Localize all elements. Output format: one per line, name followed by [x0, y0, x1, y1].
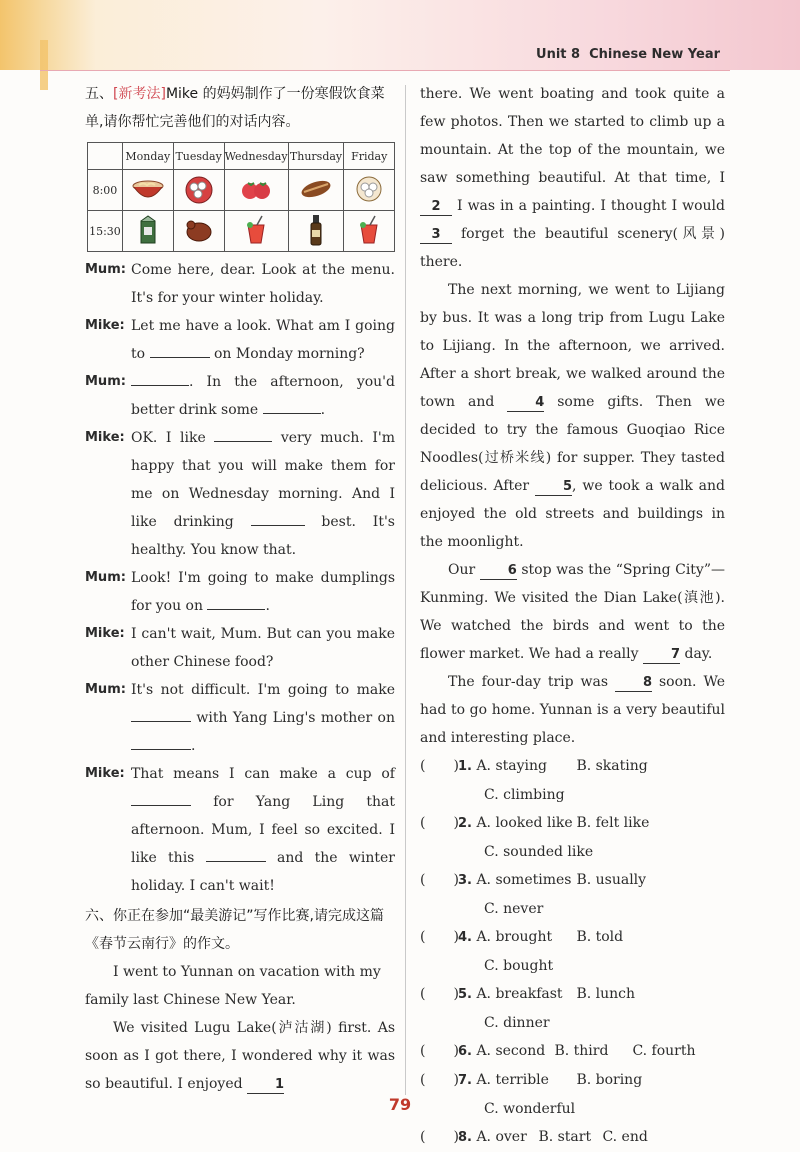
answer-blank[interactable]	[214, 427, 272, 442]
answer-blank[interactable]	[131, 735, 191, 750]
page-number: 79	[388, 1095, 412, 1114]
answer-blank[interactable]	[206, 847, 266, 862]
dumplings-plate-icon	[344, 170, 395, 211]
answer-blank[interactable]	[131, 371, 189, 386]
answer-paren[interactable]: ( )	[420, 1043, 459, 1059]
answer-paren[interactable]: ( )	[420, 929, 459, 945]
essay-paragraph-3: The next morning, we went to Lijiang by bus. It was a long trip from Lugu Lake to Lijiang. In the afternoon, we arrived. After a short break, we walked around the town and 4 some gifts. Then we decided to try the famous Guoqiao Rice Noodles(过桥米线) for supper. They tasted delicious. After 5, we took a walk and enjoyed the old streets and buildings in the moonlight.	[420, 282, 726, 550]
menu-table	[87, 142, 395, 252]
day-friday: Friday	[344, 143, 395, 170]
dialogue-line: Mum: . In the afternoon, you'd better drink some .	[85, 368, 395, 424]
blank-6[interactable]: 6	[480, 563, 517, 580]
left-column	[85, 80, 395, 1098]
answer-blank[interactable]	[131, 707, 191, 722]
dialogue-line: Mike: Let me have a look. What am I going to on Monday morning?	[85, 318, 395, 362]
answer-paren[interactable]: ( )	[420, 815, 459, 831]
dialogue-line: Mum: Come here, dear. Look at the menu. It's for your winter holiday.	[85, 262, 395, 306]
day-thursday: Thursday	[288, 143, 344, 170]
essay-paragraph-2a: We visited Lugu Lake(泸沽湖) first. As soon as I got there, I wondered why it was so beautiful. I enjoyed 1	[85, 1020, 395, 1092]
question-5: ( ) 5. A. breakfast B. lunch C. dinner	[420, 980, 725, 1037]
essay-paragraph-5: The four-day trip was 8 soon. We had to go home. Yunnan is a very beautiful and interesting place.	[420, 674, 725, 746]
question-7: ( ) 7. A. terrible B. boring C. wonderful	[420, 1066, 725, 1123]
essay-paragraph-2b: there. We went boating and took quite a few photos. Then we started to climb up a mountain. At the top of the mountain, we saw something beautiful. At that time, I 2 I was in a painting. I thought I would 3 forget the beautiful scenery(风景) there.	[420, 86, 725, 270]
dialogue-line: Mum: It's not difficult. I'm going to make with Yang Ling's mother on .	[85, 682, 395, 754]
unit-label: Unit 8	[536, 47, 581, 62]
day-wednesday: Wednesday	[224, 143, 288, 170]
question-8: ( ) 8. A. over B. start C. end	[420, 1123, 725, 1152]
tomatoes-icon	[224, 170, 288, 211]
answer-paren[interactable]: ( )	[420, 872, 459, 888]
blank-5[interactable]: 5	[535, 479, 572, 496]
answer-paren[interactable]: ( )	[420, 1129, 459, 1145]
question-2: ( ) 2. A. looked like B. felt like C. sounded like	[420, 809, 725, 866]
answer-blank[interactable]	[150, 343, 210, 358]
dialogue-line: Mum: Look! I'm going to make dumplings for you on .	[85, 570, 395, 614]
answer-blank[interactable]	[131, 791, 191, 806]
dialogue-line: Mike: OK. I like very much. I'm happy that you will make them for me on Wednesday morning. And I like drinking best. It's healthy. You know that.	[85, 424, 395, 564]
blank-1[interactable]: 1	[247, 1077, 284, 1094]
section5-title: 五、[新考法]Mike 的妈妈制作了一份寒假饮食菜单,请你帮忙完善他们的对话内容。	[85, 86, 385, 130]
question-4: ( ) 4. A. brought B. told C. bought	[420, 923, 725, 980]
noodles-bowl-icon	[122, 170, 173, 211]
section6-title: 六、你正在参加“最美游记”写作比赛,请完成这篇《春节云南行》的作文。	[85, 908, 384, 952]
blank-2[interactable]: 2	[420, 199, 452, 216]
question-6: ( ) 6. A. second B. third C. fourth	[420, 1037, 725, 1066]
blank-4[interactable]: 4	[507, 395, 544, 412]
day-tuesday: Tuesday	[173, 143, 224, 170]
zongzi-icon	[288, 170, 344, 211]
answer-paren[interactable]: ( )	[420, 758, 459, 774]
answer-blank[interactable]	[207, 595, 265, 610]
dialogue-line: Mike: I can't wait, Mum. But can you make other Chinese food?	[85, 626, 395, 670]
soy-sauce-bottle-icon	[288, 211, 344, 252]
juice-carton-icon	[122, 211, 173, 252]
new-method-tag: [新考法]	[113, 86, 166, 102]
answer-blank[interactable]	[251, 511, 305, 526]
time-afternoon: 15:30	[88, 211, 123, 252]
header-rule	[40, 70, 730, 71]
day-monday: Monday	[122, 143, 173, 170]
answer-paren[interactable]: ( )	[420, 986, 459, 1002]
column-divider	[405, 85, 406, 1095]
blank-7[interactable]: 7	[643, 647, 680, 664]
time-morning: 8:00	[88, 170, 123, 211]
answer-blank[interactable]	[263, 399, 321, 414]
right-column	[420, 80, 725, 1152]
essay-paragraph-1: I went to Yunnan on vacation with my family last Chinese New Year.	[85, 964, 381, 1008]
unit-header	[536, 47, 720, 62]
question-1: ( ) 1. A. staying B. skating C. climbing	[420, 752, 725, 809]
roast-duck-icon	[173, 211, 224, 252]
unit-title: Chinese New Year	[589, 47, 720, 62]
tangyuan-bowl-icon	[173, 170, 224, 211]
blank-8[interactable]: 8	[615, 675, 652, 692]
answer-paren[interactable]: ( )	[420, 1072, 459, 1088]
red-drink-cup-icon	[224, 211, 288, 252]
blank-3[interactable]: 3	[420, 227, 452, 244]
question-3: ( ) 3. A. sometimes B. usually C. never	[420, 866, 725, 923]
essay-paragraph-4: Our 6 stop was the “Spring City”—Kunming. We visited the Dian Lake(滇池). We watched the birds and went to the flower market. We had a really 7 day.	[420, 562, 725, 662]
dialogue-line: Mike: That means I can make a cup of for Yang Ling that afternoon. Mum, I feel so excited. I like this and the winter holiday. I can't wait!	[85, 766, 395, 894]
red-drink-cup-icon	[344, 211, 395, 252]
header-accent	[40, 40, 48, 90]
